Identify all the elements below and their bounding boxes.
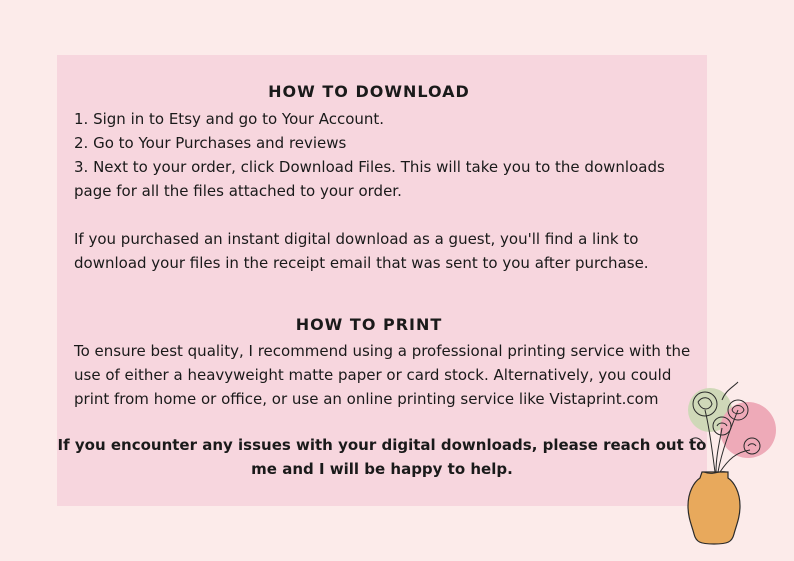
print-line-1: To ensure best quality, I recommend using a professional printing service with the	[74, 342, 691, 360]
instructions-card	[57, 55, 707, 506]
flower-vase-icon	[660, 380, 780, 550]
print-heading: HOW TO PRINT	[295, 315, 443, 334]
download-step-3: 3. Next to your order, click Download Files. This will take you to the downloads	[74, 158, 665, 176]
closing-line-2: me and I will be happy to help.	[251, 460, 513, 478]
print-line-2: use of either a heavyweight matte paper or card stock. Alternatively, you could	[74, 366, 672, 384]
download-step-1: 1. Sign in to Etsy and go to Your Account.	[74, 110, 385, 128]
guest-note-line-2: download your files in the receipt email that was sent to you after purchase.	[74, 254, 649, 272]
download-heading: HOW TO DOWNLOAD	[268, 82, 470, 101]
print-line-3: print from home or office, or use an online printing service like Vistaprint.com	[74, 390, 659, 408]
download-step-3-cont: page for all the files attached to your order.	[74, 182, 402, 200]
download-step-2: 2. Go to Your Purchases and reviews	[74, 134, 347, 152]
closing-line-1: If you encounter any issues with your digital downloads, please reach out to	[57, 436, 707, 454]
guest-note-line-1: If you purchased an instant digital download as a guest, you'll find a link to	[74, 230, 639, 248]
